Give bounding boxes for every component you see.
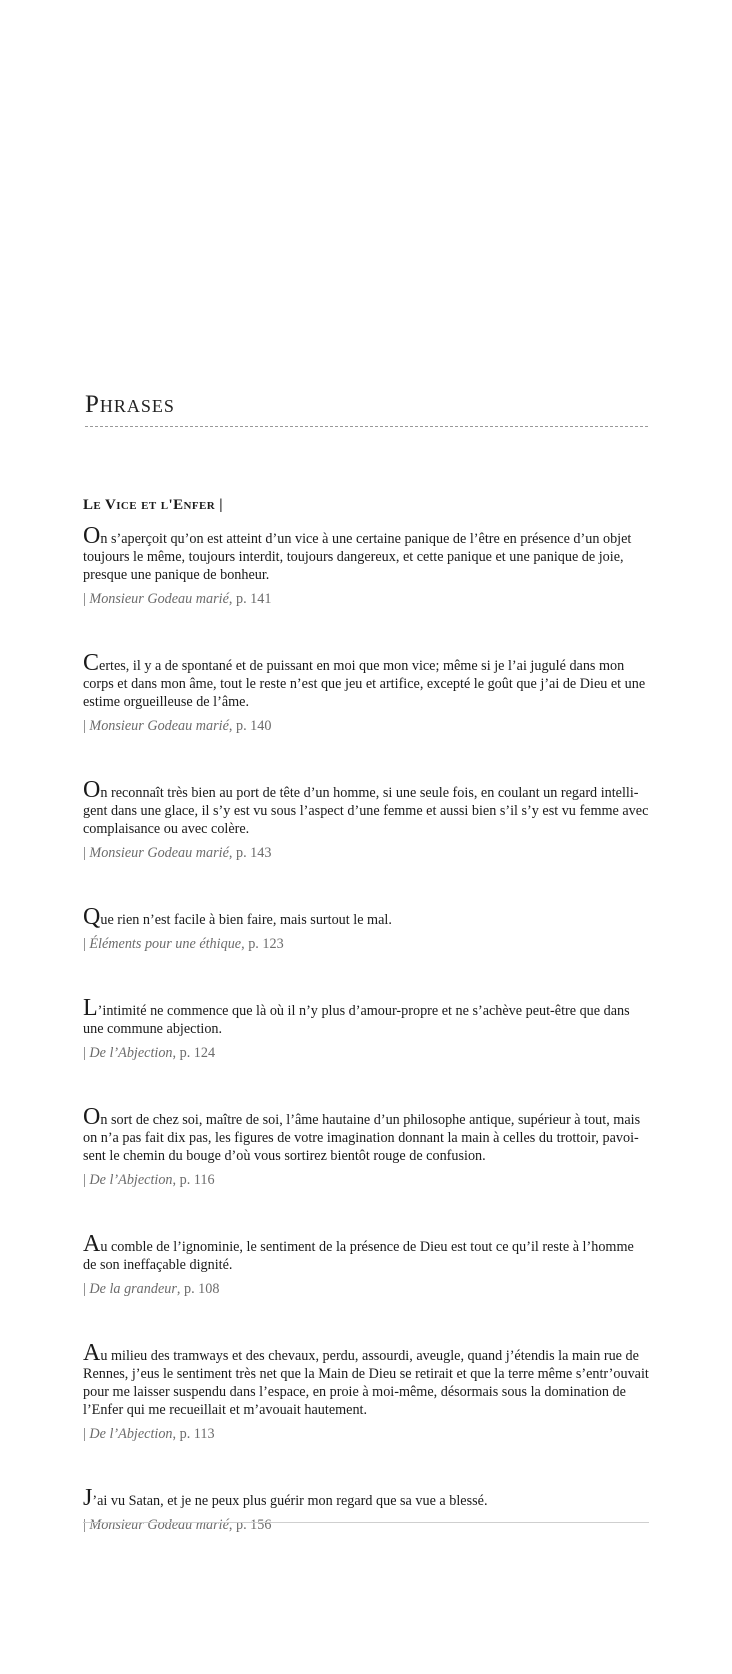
source-work: De l’Abjection <box>89 1172 173 1188</box>
bottom-divider <box>83 1522 649 1523</box>
quote-item <box>83 1231 649 1298</box>
quote-source <box>83 935 649 953</box>
source-work: De la grandeur <box>89 1281 177 1297</box>
quote-body: ue rien n’est facile à bien faire, mais surtout le mal. <box>100 912 392 928</box>
quote-source <box>83 1280 649 1298</box>
quote-body: u milieu des tramways et des chevaux, perdu, assourdi, aveugle, quand j’étendis la main rue de Rennes, j’eus le sentiment très net que la Main de Dieu se retirait et que la terre même s’entr’ouvait pour me laisser suspendu dans l’espace, en proie à moi-même, désormais sous la domination de l’Enfer qui me recueillait et m’avouait hautement. <box>83 1348 649 1418</box>
quote-initial: J <box>83 1485 93 1511</box>
quote-item <box>83 1104 649 1189</box>
source-page: , p. 141 <box>228 591 272 607</box>
source-work: De l’Abjection <box>89 1045 173 1061</box>
source-separator: | <box>83 1426 90 1442</box>
source-separator: | <box>83 936 90 952</box>
quote-body: ’ai vu Satan, et je ne peux plus guérir mon regard que sa vue a blessé. <box>92 1493 488 1509</box>
source-work: Éléments pour une éthique <box>89 936 242 952</box>
section-heading: Le Vice et l'Enfer | <box>83 497 223 513</box>
source-page: , p. 156 <box>228 1517 272 1533</box>
quote-initial: C <box>83 650 100 676</box>
quote-text <box>83 523 649 584</box>
source-separator: | <box>83 845 90 861</box>
quote-body: n reconnaît très bien au port de tête d’un homme, si une seule fois, en coulant un regard intelligent dans une glace, il s’y est vu sous l’aspect d’une femme et aussi bien s’il s’y est vu femme avec complaisance ou avec colère. <box>83 785 649 837</box>
quote-text <box>83 904 649 930</box>
quote-body: u comble de l’ignominie, le sentiment de la présence de Dieu est tout ce qu’il reste à l’homme de son ineffaçable dignité. <box>83 1239 634 1273</box>
quote-source <box>83 844 649 862</box>
quote-text <box>83 1231 649 1274</box>
source-separator: | <box>83 1517 90 1533</box>
quote-source <box>83 590 649 608</box>
quote-source <box>83 1425 649 1443</box>
quote-body: n s’aperçoit qu’on est atteint d’un vice à une certaine panique de l’être en présence d’un objet toujours le même, toujours interdit, toujours dangereux, et cette panique et une panique de joie, presque une panique de bonheur. <box>83 531 632 583</box>
quote-initial: O <box>83 777 101 803</box>
quote-initial: O <box>83 1104 101 1130</box>
quote-item <box>83 650 649 735</box>
source-page: , p. 108 <box>176 1281 220 1297</box>
quote-item <box>83 777 649 862</box>
quote-body: ’intimité ne commence que là où il n’y plus d’amour-propre et ne s’achève peut-être que dans une commune abjection. <box>83 1003 630 1037</box>
source-page: , p. 124 <box>172 1045 216 1061</box>
source-separator: | <box>83 591 90 607</box>
source-separator: | <box>83 718 90 734</box>
quote-item <box>83 995 649 1062</box>
quote-body: n sort de chez soi, maître de soi, l’âme hautaine d’un philosophe antique, supérieur à tout, mais on n’a pas fait dix pas, les figures de votre imagination donnant la main à celles du trottoir, pavoisent le chemin du bouge d’où vous sortirez bientôt rouge de confusion. <box>83 1112 641 1164</box>
source-page: , p. 143 <box>228 845 272 861</box>
quote-item <box>83 904 649 953</box>
quote-source <box>83 717 649 735</box>
source-work: De l’Abjection <box>89 1426 173 1442</box>
source-work: Monsieur Godeau marié <box>89 591 229 607</box>
quote-text <box>83 777 649 838</box>
quote-item <box>83 1340 649 1443</box>
quote-source <box>83 1516 649 1534</box>
source-separator: | <box>83 1172 90 1188</box>
quote-source <box>83 1171 649 1189</box>
source-work: Monsieur Godeau marié <box>89 1517 229 1533</box>
quote-initial: L <box>83 995 98 1021</box>
quote-list <box>83 523 649 1534</box>
source-page: , p. 116 <box>172 1172 215 1188</box>
source-separator: | <box>83 1281 90 1297</box>
quote-body: ertes, il y a de spontané et de puissant en moi que mon vice; même si je l’ai jugulé dans mon corps et dans mon âme, tout le reste n’est que jeu et artifice, excepté le goût que j’ai de Dieu et une estime orgueilleuse de l’âme. <box>83 658 646 710</box>
source-work: Monsieur Godeau marié <box>89 845 229 861</box>
quote-text <box>83 1340 649 1419</box>
quote-initial: A <box>83 1231 101 1257</box>
quote-item <box>83 523 649 608</box>
page-title: Phrases <box>85 391 175 418</box>
source-page: , p. 140 <box>228 718 272 734</box>
quote-text <box>83 1104 649 1165</box>
source-work: Monsieur Godeau marié <box>89 718 229 734</box>
source-page: , p. 123 <box>241 936 284 952</box>
quote-source <box>83 1044 649 1062</box>
quote-initial: Q <box>83 904 101 930</box>
source-page: , p. 113 <box>172 1426 215 1442</box>
quote-item <box>83 1485 649 1534</box>
source-separator: | <box>83 1045 90 1061</box>
quote-text <box>83 995 649 1038</box>
quote-initial: O <box>83 523 101 549</box>
quote-text <box>83 650 649 711</box>
quote-text <box>83 1485 649 1511</box>
quote-initial: A <box>83 1340 101 1366</box>
title-divider <box>85 426 648 427</box>
